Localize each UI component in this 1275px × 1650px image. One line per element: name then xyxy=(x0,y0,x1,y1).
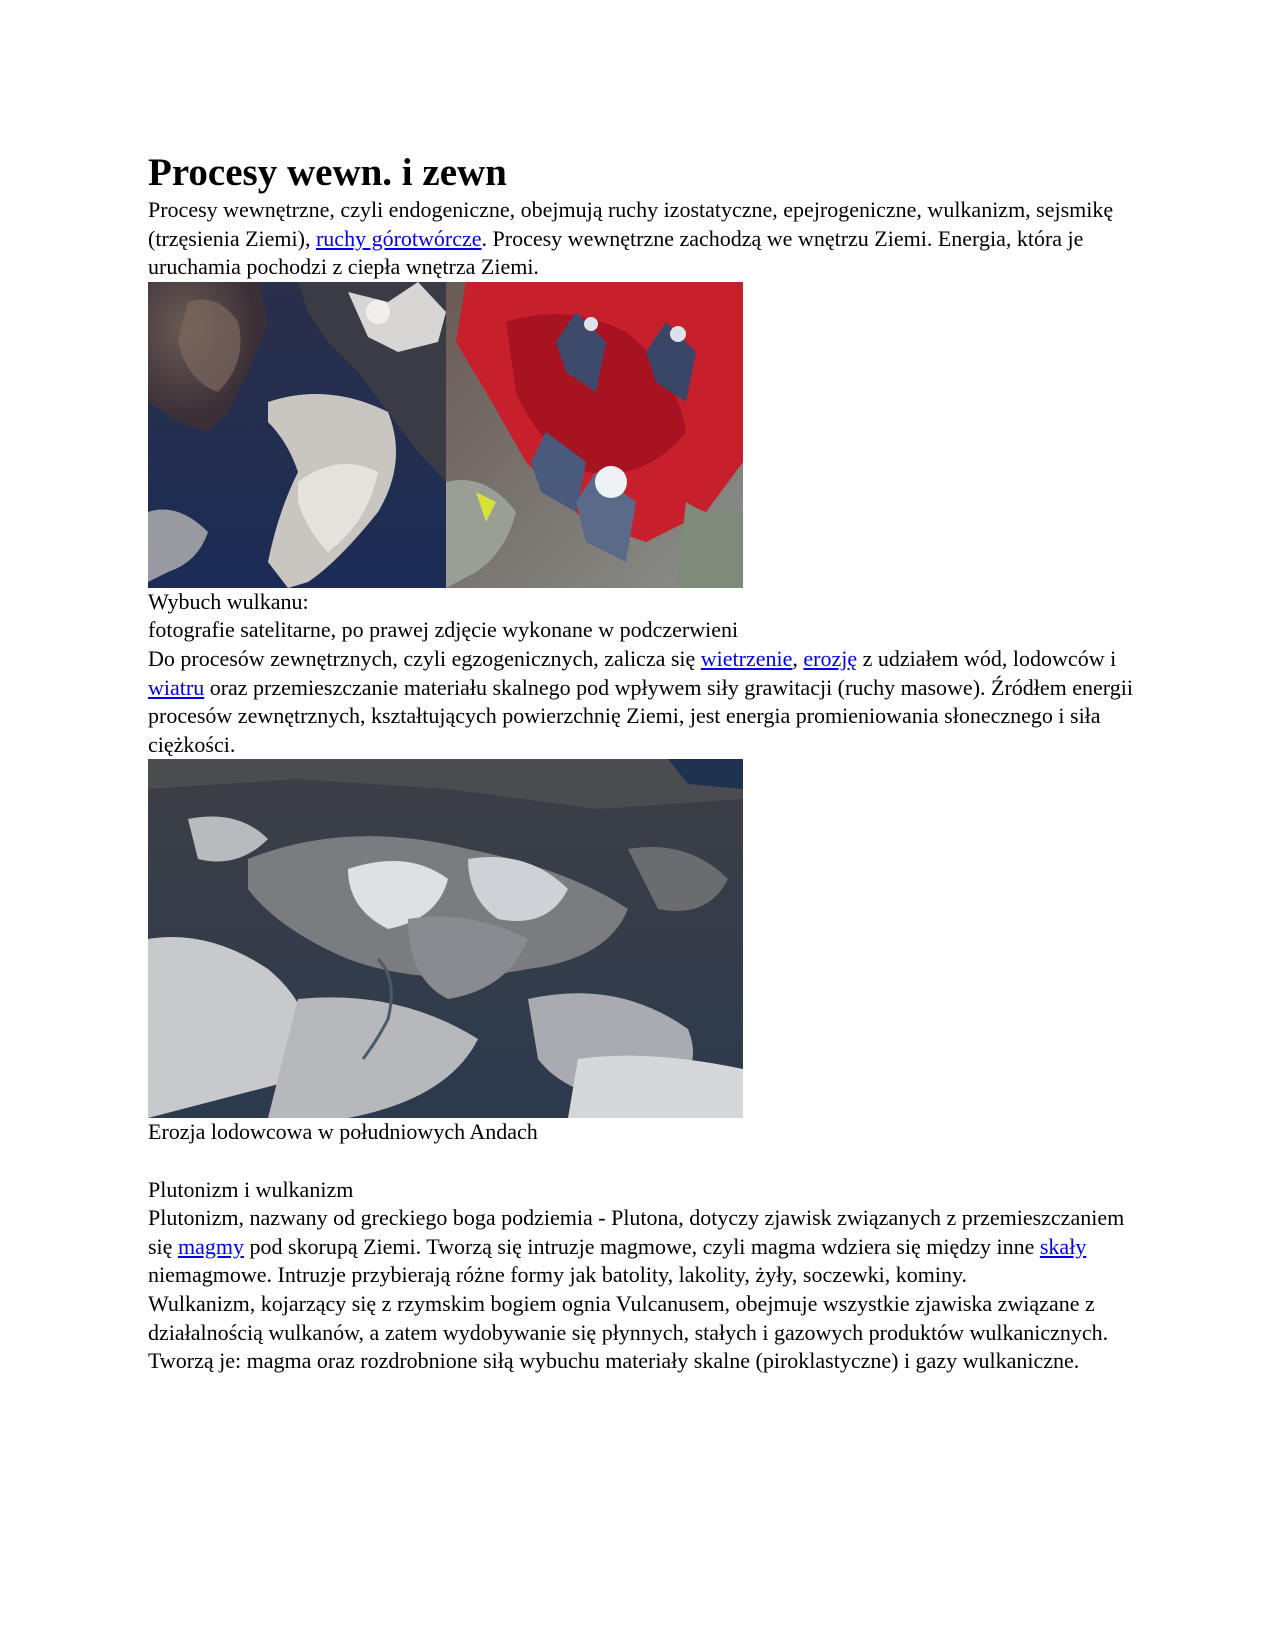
paragraph-exogenic xyxy=(148,645,1138,759)
text-span: Do procesów zewnętrznych, czyli egzogenicznych, zalicza się xyxy=(148,645,701,671)
paragraph-volcanism: Wulkanizm, kojarzący się z rzymskim bogiem ognia Vulcanusem, obejmuje wszystkie zjawiska związane z działalnością wulkanów, a zatem wydobywanie się płynnych, stałych i gazowych produktów wulkanicznych. Tworzą je: magma oraz rozdrobnione siłą wybuchu materiały skalne (piroklastyczne) i gazy wulkaniczne. xyxy=(148,1290,1109,1374)
volcano-images xyxy=(148,282,1138,588)
link-ruchy-gorotworcze[interactable]: ruchy górotwórcze xyxy=(315,225,482,251)
page-title: Procesy wewn. i zewn xyxy=(148,151,507,194)
text-span: pod skorupą Ziemi. Tworzą się intruzje magmowe, czyli magma wdziera się między inne xyxy=(243,1233,1040,1259)
text-span: Procesy wewnętrzne, czyli endogeniczne, obejmują ruchy izostatyczne, epejrogeniczne, wulkanizm, sejsmikę (trzęsienia Ziemi), xyxy=(148,197,1114,251)
link-wiatru[interactable]: wiatru xyxy=(148,674,205,700)
section-heading: Plutonizm i wulkanizm xyxy=(148,1176,354,1202)
volcano-eruption-photo xyxy=(148,282,446,588)
document-page xyxy=(148,150,1138,1376)
text-span: . Procesy wewnętrzne zachodzą we wnętrzu Ziemi. Energia, która je uruchamia pochodzi z ciepła wnętrza Ziemi. xyxy=(148,225,1084,280)
link-magmy[interactable]: magmy xyxy=(177,1233,244,1259)
caption-andes: Erozja lodowcowa w południowych Andach xyxy=(148,1119,538,1145)
blank-line xyxy=(148,1147,1138,1176)
caption-volcano-title: Wybuch wulkanu: xyxy=(148,588,309,614)
link-skaly[interactable]: skały xyxy=(1039,1233,1087,1259)
link-wietrzenie[interactable]: wietrzenie xyxy=(700,645,793,671)
text-span: oraz przemieszczanie materiału skalnego pod wpływem siły grawitacji (ruchy masowe). Źródłem energii procesów zewnętrznych, kształtujących powierzchnię Ziemi, jest energia promieniowania słonecznego i siła ciężkości. xyxy=(148,674,1133,757)
andes-erosion-photo xyxy=(148,759,743,1118)
text-span: , xyxy=(792,645,804,671)
caption-volcano-text: fotografie satelitarne, po prawej zdjęcie wykonane w podczerwieni xyxy=(148,617,739,643)
volcano-infrared-photo xyxy=(446,282,743,588)
text-span: niemagmowe. Intruzje przybierają różne formy jak batolity, lakolity, żyły, soczewki, kominy. xyxy=(148,1262,968,1288)
link-erozje[interactable]: erozję xyxy=(803,645,858,671)
text-span: Plutonizm, nazwany od greckiego boga podziemia - Plutona, dotyczy zjawisk związanych z przemieszczaniem się xyxy=(148,1205,1125,1259)
paragraph-plutonism xyxy=(148,1204,1138,1290)
text-span: z udziałem wód, lodowców i xyxy=(857,645,1117,671)
paragraph-endogenic xyxy=(148,196,1138,282)
